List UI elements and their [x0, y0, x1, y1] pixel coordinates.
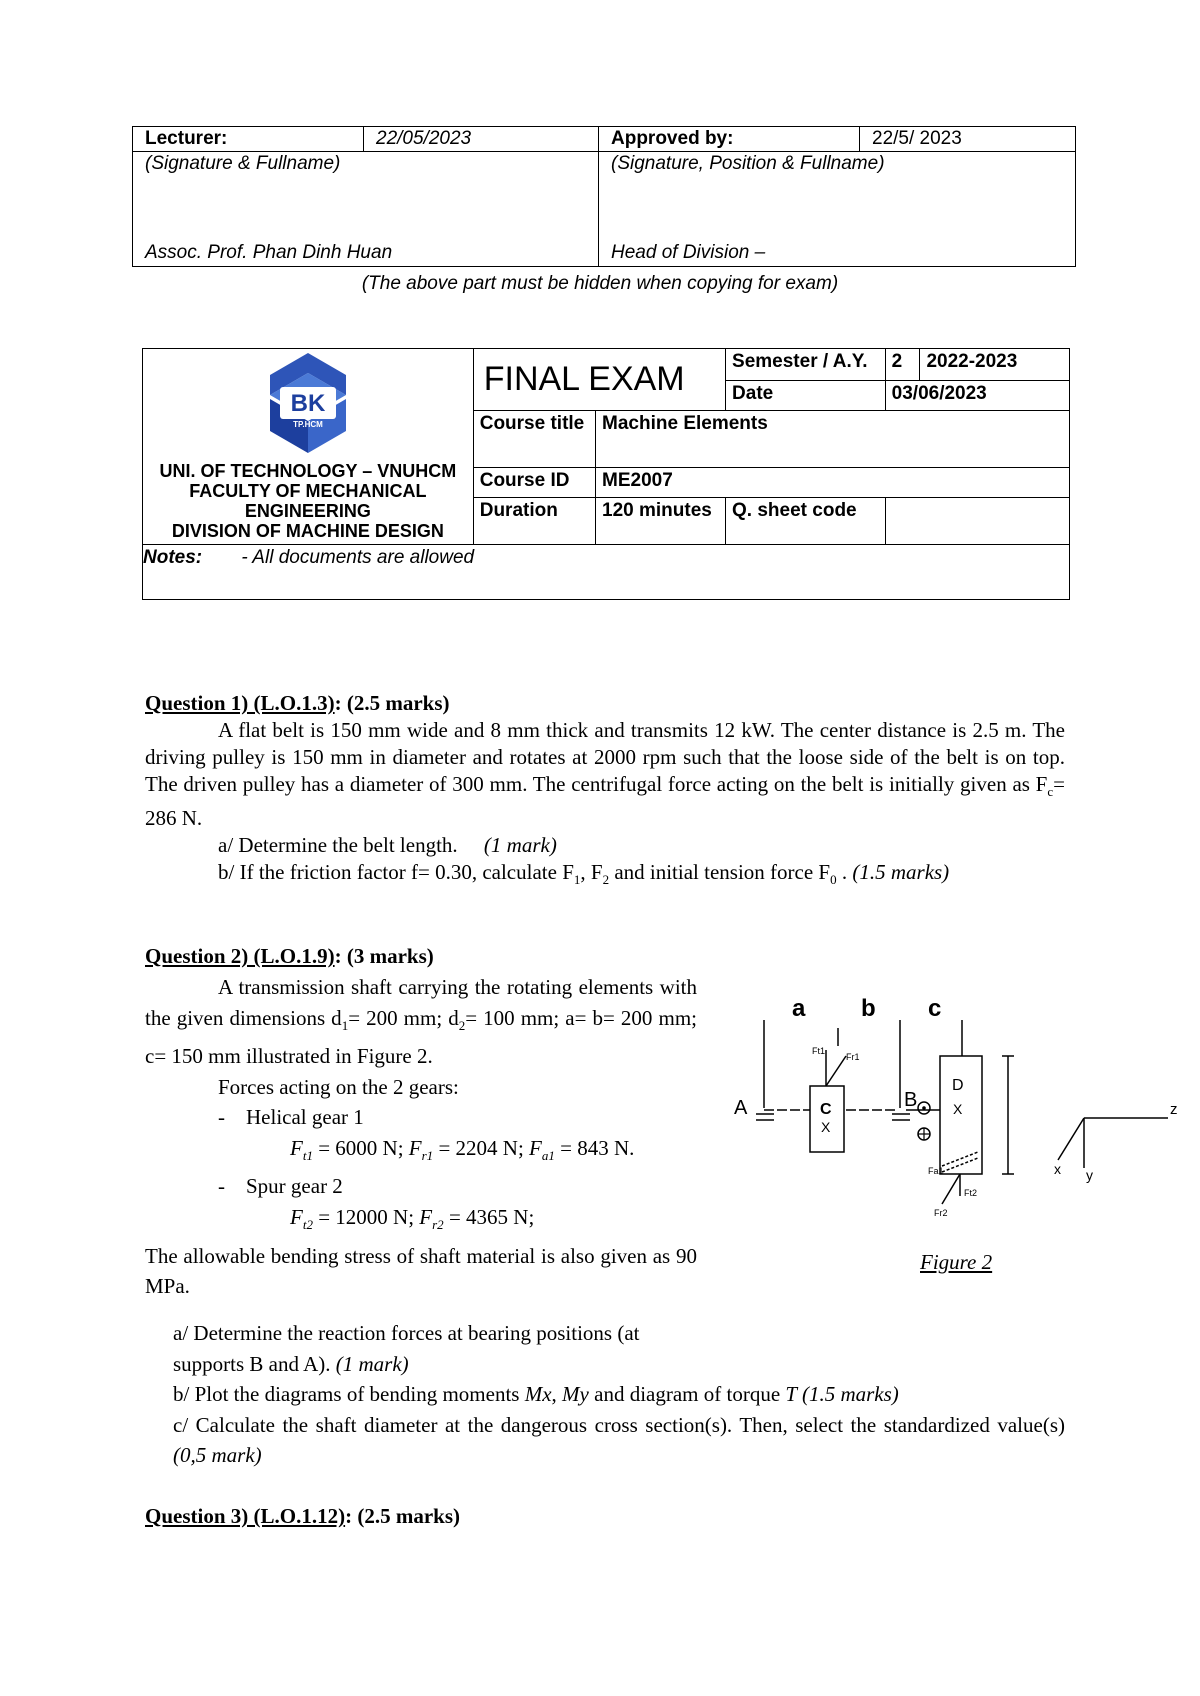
q2-allowable-stress: The allowable bending stress of shaft material is also given as 90 MPa. — [145, 1243, 697, 1299]
q1-paragraph: A flat belt is 150 mm wide and 8 mm thick and transmits 12 kW. The center distance is 2.5 m. The driving pulley is 150 mm in diameter and rotates at 2000 rpm such that the loose side of the belt is on top. The driven pulley has a diameter of 300 mm. The centrifugal force acting on the belt is initially given as $F_c= 286$ N. — [145, 718, 1065, 831]
hidden-part-note: (The above part must be hidden when copying for exam) — [361, 273, 839, 294]
notes-value: - All documents are allowed — [241, 547, 475, 568]
notes-label: Notes: — [143, 547, 203, 568]
force-label-fr1: Fr1 — [846, 1052, 860, 1062]
force-label-ft1: Ft1 — [812, 1046, 826, 1056]
uni-line-1: UNI. OF TECHNOLOGY – VNUHCM — [159, 461, 457, 481]
q1-marks: : (2.5 marks) — [334, 691, 450, 715]
university-block — [143, 349, 474, 545]
q2-part-c: c/ Calculate the shaft diameter at the dangerous cross section(s). Then, select the standardized value(s) (0,5 mark) — [173, 1412, 1065, 1467]
date-value: 03/06/2023 — [885, 380, 1069, 410]
q1-heading — [145, 690, 1065, 717]
q2-paragraph: A transmission shaft carrying the rotating elements with the given dimensions $d_1= 200$ mm; $d_2= 100$ mm; a= b= 200 mm; c= 150 mm illustrated in Figure 2. — [145, 975, 697, 1069]
q2-marks: : (3 marks) — [334, 944, 434, 968]
approver-name: Head of Division – — [611, 242, 766, 263]
duration-label: Duration — [473, 498, 595, 545]
qsheet-value — [885, 498, 1069, 545]
qsheet-label: Q. sheet code — [726, 498, 886, 545]
q3-title: Question 3) (L.O.1.12) — [145, 1504, 346, 1528]
q2-gear1-forces: $F_{t1} = 6000$ N; $F_{r1} = 2204$ N; $F_{a1} = 843$ N. — [290, 1135, 635, 1163]
q2-heading — [145, 944, 434, 969]
support-label-a: A — [734, 1097, 748, 1119]
uni-line-2: FACULTY OF MECHANICAL — [189, 481, 427, 501]
q2-title: Question 2) (L.O.1.9) — [145, 944, 335, 968]
logo-text: BK — [290, 390, 326, 417]
course-title-value: Machine Elements — [596, 410, 1070, 468]
figure-2-shaft-diagram — [728, 990, 1198, 1240]
q2-forces-intro: Forces acting on the 2 gears: — [218, 1074, 459, 1099]
q1-part-a: a/ Determine the belt length. (1 mark) — [218, 833, 557, 858]
q3-marks: : (2.5 marks) — [345, 1504, 460, 1528]
gear-c-cross: X — [821, 1119, 831, 1135]
dim-label-b: b — [861, 995, 876, 1022]
lecturer-signature-box — [133, 152, 599, 267]
date-label: Date — [726, 380, 886, 410]
lecturer-label: Lecturer: — [133, 127, 364, 152]
course-id-value: ME2007 — [596, 468, 1070, 498]
force-label-fa1: Fa1 — [928, 1166, 944, 1176]
axis-label-z: z — [1170, 1101, 1178, 1118]
notes-row — [143, 545, 1070, 600]
exam-title: FINAL EXAM — [473, 349, 725, 411]
q3-heading — [145, 1504, 460, 1529]
lecturer-signature-hint: (Signature & Fullname) — [145, 153, 341, 174]
support-label-b: B — [904, 1089, 918, 1111]
axis-label-y: y — [1086, 1167, 1093, 1183]
lecturer-date: 22/05/2023 — [364, 127, 599, 152]
university-logo — [258, 351, 358, 455]
q1-part-b: b/ If the friction factor f= 0.30, calculate $F_1$, $F_2$ and initial tension force $F_0$ . (1.5 marks) — [218, 860, 950, 888]
q2-part-a: a/ Determine the reaction forces at bearing positions (at supports B and A). (1 mark) — [173, 1321, 640, 1376]
approver-signature-box — [599, 152, 1076, 267]
lecturer-name: Assoc. Prof. Phan Dinh Huan — [145, 242, 393, 263]
q2-gear1: - Helical gear 1 — [218, 1105, 364, 1130]
figure-2-caption: Figure 2 — [920, 1250, 993, 1274]
uni-line-3: ENGINEERING — [244, 501, 371, 521]
semester-label: Semester / A.Y. — [726, 349, 886, 381]
q2-part-b: b/ Plot the diagrams of bending moments Mx, My and diagram of torque T (1.5 marks) — [173, 1382, 899, 1406]
exam-header-table — [142, 348, 1070, 600]
uni-line-4: DIVISION OF MACHINE DESIGN — [171, 521, 444, 541]
force-label-fr2: Fr2 — [934, 1208, 948, 1218]
logo-subtext: TP.HCM — [293, 420, 323, 429]
q2-gear2-forces: $F_{t2} = 12000$ N; $F_{r2} = 4365$ N; — [290, 1204, 535, 1233]
course-id-label: Course ID — [473, 468, 595, 498]
force-label-ft2: Ft2 — [964, 1188, 978, 1198]
course-title-label: Course title — [473, 410, 595, 468]
q1-title: Question 1) (L.O.1.3) — [145, 691, 335, 715]
approved-label: Approved by: — [599, 127, 860, 152]
gear-label-c: C — [820, 1101, 832, 1118]
dim-label-c: c — [928, 995, 942, 1022]
q2-left-column — [145, 972, 697, 1302]
approver-signature-hint: (Signature, Position & Fullname) — [611, 153, 885, 174]
approved-date: 22/5/ 2023 — [860, 127, 1076, 152]
axis-label-x: x — [1054, 1161, 1061, 1177]
semester-value: 2 — [885, 349, 920, 381]
q2-gear2: - Spur gear 2 — [218, 1174, 343, 1199]
gear-label-d: D — [952, 1077, 964, 1094]
duration-value: 120 minutes — [596, 498, 726, 545]
approval-table — [132, 126, 1076, 267]
academic-year: 2022-2023 — [920, 349, 1070, 381]
q2-parts — [145, 1318, 1065, 1471]
gear-d-cross: X — [953, 1101, 963, 1117]
question-1 — [145, 690, 1065, 893]
dim-label-a: a — [792, 995, 806, 1022]
